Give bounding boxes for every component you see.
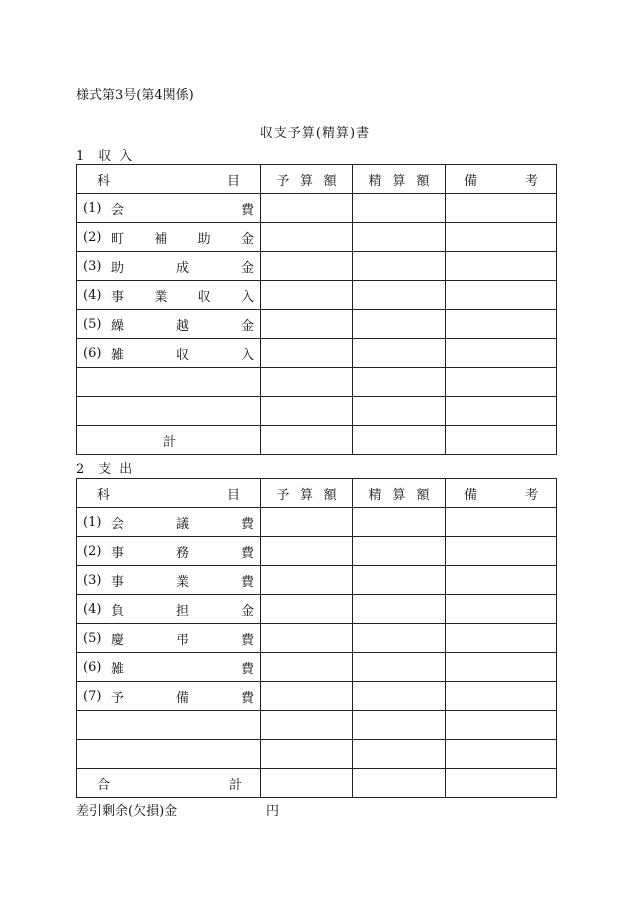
expenditure-item-number: (4) bbox=[83, 601, 102, 617]
income-row bbox=[77, 252, 557, 281]
header-settlement-char: 精 bbox=[368, 487, 382, 503]
income-item-cell bbox=[77, 194, 261, 223]
income-item-cell bbox=[77, 339, 261, 368]
income-item-name bbox=[111, 344, 254, 363]
income-total-remarks-cell[interactable] bbox=[446, 426, 557, 455]
expenditure-row bbox=[77, 682, 557, 711]
income-blank-item-cell[interactable] bbox=[77, 397, 261, 426]
expenditure-total-budget-cell[interactable] bbox=[261, 769, 353, 798]
income-blank-row bbox=[77, 397, 557, 426]
header-remarks-right: 考 bbox=[524, 487, 538, 503]
income-settlement-cell[interactable] bbox=[353, 368, 446, 397]
income-item-char: 収 bbox=[197, 289, 211, 305]
header-remarks-left: 備 bbox=[464, 487, 478, 503]
expenditure-item-number: (6) bbox=[83, 659, 102, 675]
income-item-char: 入 bbox=[240, 289, 254, 305]
income-item-cell bbox=[77, 281, 261, 310]
expenditure-budget-cell[interactable] bbox=[261, 682, 353, 711]
header-item-cell bbox=[77, 479, 261, 508]
expenditure-budget-cell[interactable] bbox=[261, 537, 353, 566]
expenditure-blank-row bbox=[77, 711, 557, 740]
expenditure-remarks-cell[interactable] bbox=[446, 566, 557, 595]
income-budget-cell[interactable] bbox=[261, 397, 353, 426]
expenditure-item-cell bbox=[77, 566, 261, 595]
expenditure-section-number: 2 bbox=[76, 462, 85, 477]
expenditure-remarks-cell[interactable] bbox=[446, 508, 557, 537]
expenditure-item-char: 費 bbox=[240, 574, 254, 590]
income-row bbox=[77, 223, 557, 252]
income-remarks-cell[interactable] bbox=[446, 252, 557, 281]
expenditure-settlement-cell[interactable] bbox=[353, 566, 446, 595]
expenditure-item-number: (3) bbox=[83, 572, 102, 588]
expenditure-item-char: 事 bbox=[111, 574, 125, 590]
income-row bbox=[77, 281, 557, 310]
expenditure-item-char: 備 bbox=[175, 690, 189, 706]
expenditure-item-name bbox=[111, 658, 254, 677]
income-item-name bbox=[111, 257, 254, 276]
income-table bbox=[76, 164, 557, 455]
expenditure-total-left: 合 bbox=[97, 777, 111, 793]
income-item-number: (4) bbox=[83, 287, 102, 303]
expenditure-remarks-cell[interactable] bbox=[446, 740, 557, 769]
income-item-char: 助 bbox=[197, 231, 211, 247]
header-remarks-cell bbox=[446, 479, 557, 508]
income-item-number: (6) bbox=[83, 345, 102, 361]
expenditure-item-name bbox=[111, 629, 254, 648]
header-remarks-cell bbox=[446, 165, 557, 194]
expenditure-settlement-cell[interactable] bbox=[353, 624, 446, 653]
income-total-label: 計 bbox=[163, 434, 177, 450]
income-budget-cell[interactable] bbox=[261, 281, 353, 310]
expenditure-item-char: 担 bbox=[175, 603, 189, 619]
expenditure-table bbox=[76, 478, 557, 798]
income-blank-row bbox=[77, 368, 557, 397]
income-item-char: 助 bbox=[111, 260, 125, 276]
expenditure-total-label-cell bbox=[77, 769, 261, 798]
header-budget-char: 算 bbox=[299, 173, 313, 189]
balance-label: 差引剰余(欠損)金 bbox=[76, 804, 178, 819]
income-remarks-cell[interactable] bbox=[446, 310, 557, 339]
income-item-number: (5) bbox=[83, 316, 102, 332]
expenditure-item-char: 弔 bbox=[175, 632, 189, 648]
income-row bbox=[77, 339, 557, 368]
expenditure-settlement-cell[interactable] bbox=[353, 508, 446, 537]
income-item-char: 雑 bbox=[111, 347, 125, 363]
expenditure-budget-cell[interactable] bbox=[261, 595, 353, 624]
expenditure-blank-item-cell[interactable] bbox=[77, 711, 261, 740]
expenditure-blank-row bbox=[77, 740, 557, 769]
expenditure-section-label: 支出 bbox=[98, 462, 141, 477]
income-remarks-cell[interactable] bbox=[446, 194, 557, 223]
income-total-label-wrap bbox=[77, 431, 260, 450]
header-settlement-cell bbox=[353, 479, 446, 508]
income-item-char: 費 bbox=[240, 202, 254, 218]
income-item-name bbox=[111, 228, 254, 247]
income-row bbox=[77, 310, 557, 339]
income-budget-cell[interactable] bbox=[261, 194, 353, 223]
income-budget-cell[interactable] bbox=[261, 252, 353, 281]
income-blank-item-cell[interactable] bbox=[77, 368, 261, 397]
expenditure-item-char: 雑 bbox=[111, 661, 125, 677]
expenditure-settlement-cell[interactable] bbox=[353, 653, 446, 682]
expenditure-row bbox=[77, 624, 557, 653]
income-item-char: 事 bbox=[111, 289, 125, 305]
expenditure-budget-cell[interactable] bbox=[261, 624, 353, 653]
income-item-number: (3) bbox=[83, 258, 102, 274]
expenditure-item-cell bbox=[77, 653, 261, 682]
income-total-label-cell bbox=[77, 426, 261, 455]
expenditure-item-name bbox=[111, 542, 254, 561]
income-item-char: 補 bbox=[154, 231, 168, 247]
expenditure-total-row bbox=[77, 769, 557, 798]
income-item-number: (1) bbox=[83, 200, 102, 216]
income-section-number: 1 bbox=[76, 149, 85, 164]
income-item-name bbox=[111, 286, 254, 305]
income-settlement-cell[interactable] bbox=[353, 281, 446, 310]
expenditure-total-settlement-cell[interactable] bbox=[353, 769, 446, 798]
expenditure-item-char: 会 bbox=[111, 516, 125, 532]
header-remarks-left: 備 bbox=[464, 173, 478, 189]
header-budget-cell bbox=[261, 479, 353, 508]
expenditure-remarks-cell[interactable] bbox=[446, 711, 557, 740]
expenditure-total-right: 計 bbox=[228, 777, 242, 793]
expenditure-remarks-cell[interactable] bbox=[446, 624, 557, 653]
expenditure-item-char: 慶 bbox=[111, 632, 125, 648]
expenditure-budget-cell[interactable] bbox=[261, 566, 353, 595]
yen-unit: 円 bbox=[266, 804, 280, 819]
expenditure-remarks-cell[interactable] bbox=[446, 653, 557, 682]
income-item-number: (2) bbox=[83, 229, 102, 245]
header-settlement-cell bbox=[353, 165, 446, 194]
expenditure-row bbox=[77, 653, 557, 682]
header-item-right: 目 bbox=[226, 487, 240, 503]
income-total-row bbox=[77, 426, 557, 455]
expenditure-item-char: 事 bbox=[111, 545, 125, 561]
income-item-char: 金 bbox=[240, 231, 254, 247]
expenditure-item-char: 金 bbox=[240, 603, 254, 619]
expenditure-row bbox=[77, 508, 557, 537]
income-total-settlement-cell[interactable] bbox=[353, 426, 446, 455]
header-budget-char: 額 bbox=[323, 173, 337, 189]
income-header-row bbox=[77, 165, 557, 194]
income-item-char: 越 bbox=[175, 318, 189, 334]
header-settlement-char: 算 bbox=[392, 173, 406, 189]
expenditure-settlement-cell[interactable] bbox=[353, 595, 446, 624]
expenditure-settlement-cell[interactable] bbox=[353, 537, 446, 566]
income-item-char: 成 bbox=[175, 260, 189, 276]
income-budget-cell[interactable] bbox=[261, 310, 353, 339]
income-settlement-cell[interactable] bbox=[353, 194, 446, 223]
income-settlement-cell[interactable] bbox=[353, 310, 446, 339]
income-item-char: 金 bbox=[240, 260, 254, 276]
income-item-cell bbox=[77, 252, 261, 281]
expenditure-row bbox=[77, 595, 557, 624]
income-budget-cell[interactable] bbox=[261, 223, 353, 252]
header-settlement-char: 精 bbox=[368, 173, 382, 189]
expenditure-item-number: (1) bbox=[83, 514, 102, 530]
income-item-char: 収 bbox=[175, 347, 189, 363]
expenditure-item-char: 費 bbox=[240, 632, 254, 648]
income-section-title bbox=[76, 145, 140, 164]
expenditure-item-cell bbox=[77, 624, 261, 653]
income-settlement-cell[interactable] bbox=[353, 252, 446, 281]
income-remarks-cell[interactable] bbox=[446, 281, 557, 310]
header-item-cell bbox=[77, 165, 261, 194]
income-settlement-cell[interactable] bbox=[353, 223, 446, 252]
expenditure-item-name bbox=[111, 571, 254, 590]
expenditure-item-name bbox=[111, 513, 254, 532]
income-item-char: 業 bbox=[154, 289, 168, 305]
expenditure-item-char: 議 bbox=[175, 516, 189, 532]
expenditure-remarks-cell[interactable] bbox=[446, 682, 557, 711]
header-settlement-char: 額 bbox=[416, 173, 430, 189]
expenditure-blank-item-cell[interactable] bbox=[77, 740, 261, 769]
header-item-left: 科 bbox=[97, 487, 111, 503]
expenditure-settlement-cell[interactable] bbox=[353, 711, 446, 740]
income-remarks-cell[interactable] bbox=[446, 397, 557, 426]
income-budget-cell[interactable] bbox=[261, 339, 353, 368]
income-item-char: 会 bbox=[111, 202, 125, 218]
income-item-char: 金 bbox=[240, 318, 254, 334]
expenditure-header-row bbox=[77, 479, 557, 508]
header-budget-char: 予 bbox=[276, 173, 290, 189]
income-item-cell bbox=[77, 223, 261, 252]
header-settlement-char: 額 bbox=[416, 487, 430, 503]
expenditure-remarks-cell[interactable] bbox=[446, 537, 557, 566]
income-item-char: 入 bbox=[240, 347, 254, 363]
expenditure-item-char: 費 bbox=[240, 545, 254, 561]
income-item-name bbox=[111, 199, 254, 218]
expenditure-item-char: 務 bbox=[175, 545, 189, 561]
expenditure-item-char: 費 bbox=[240, 661, 254, 677]
income-settlement-cell[interactable] bbox=[353, 339, 446, 368]
income-remarks-cell[interactable] bbox=[446, 368, 557, 397]
expenditure-item-char: 費 bbox=[240, 690, 254, 706]
income-section-label: 収入 bbox=[98, 149, 141, 164]
expenditure-item-char: 業 bbox=[175, 574, 189, 590]
expenditure-row bbox=[77, 537, 557, 566]
income-remarks-cell[interactable] bbox=[446, 339, 557, 368]
header-budget-char: 算 bbox=[299, 487, 313, 503]
income-remarks-cell[interactable] bbox=[446, 223, 557, 252]
expenditure-budget-cell[interactable] bbox=[261, 508, 353, 537]
expenditure-section-title bbox=[76, 458, 140, 477]
expenditure-item-char: 予 bbox=[111, 690, 125, 706]
income-row bbox=[77, 194, 557, 223]
income-item-char: 町 bbox=[111, 231, 125, 247]
header-settlement-char: 算 bbox=[392, 487, 406, 503]
expenditure-item-cell bbox=[77, 682, 261, 711]
income-item-cell bbox=[77, 310, 261, 339]
expenditure-budget-cell[interactable] bbox=[261, 711, 353, 740]
form-number: 様式第3号(第4関係) bbox=[76, 88, 194, 103]
header-item-left: 科 bbox=[97, 173, 111, 189]
expenditure-item-char: 費 bbox=[240, 516, 254, 532]
income-item-name bbox=[111, 315, 254, 334]
income-settlement-cell[interactable] bbox=[353, 397, 446, 426]
expenditure-total-label-wrap bbox=[77, 774, 260, 793]
income-total-budget-cell[interactable] bbox=[261, 426, 353, 455]
expenditure-row bbox=[77, 566, 557, 595]
expenditure-settlement-cell[interactable] bbox=[353, 740, 446, 769]
expenditure-item-cell bbox=[77, 508, 261, 537]
income-budget-cell[interactable] bbox=[261, 368, 353, 397]
expenditure-item-char: 負 bbox=[111, 603, 125, 619]
header-remarks-right: 考 bbox=[524, 173, 538, 189]
document-title: 収支予算(精算)書 bbox=[259, 126, 371, 141]
header-budget-char: 予 bbox=[276, 487, 290, 503]
expenditure-budget-cell[interactable] bbox=[261, 740, 353, 769]
expenditure-item-cell bbox=[77, 595, 261, 624]
expenditure-total-remarks-cell[interactable] bbox=[446, 769, 557, 798]
header-budget-char: 額 bbox=[323, 487, 337, 503]
expenditure-item-name bbox=[111, 600, 254, 619]
expenditure-settlement-cell[interactable] bbox=[353, 682, 446, 711]
expenditure-item-number: (5) bbox=[83, 630, 102, 646]
header-budget-cell bbox=[261, 165, 353, 194]
expenditure-item-number: (7) bbox=[83, 688, 102, 704]
header-item-right: 目 bbox=[226, 173, 240, 189]
income-item-char: 繰 bbox=[111, 318, 125, 334]
expenditure-item-name bbox=[111, 687, 254, 706]
expenditure-remarks-cell[interactable] bbox=[446, 595, 557, 624]
expenditure-budget-cell[interactable] bbox=[261, 653, 353, 682]
expenditure-item-cell bbox=[77, 537, 261, 566]
expenditure-item-number: (2) bbox=[83, 543, 102, 559]
